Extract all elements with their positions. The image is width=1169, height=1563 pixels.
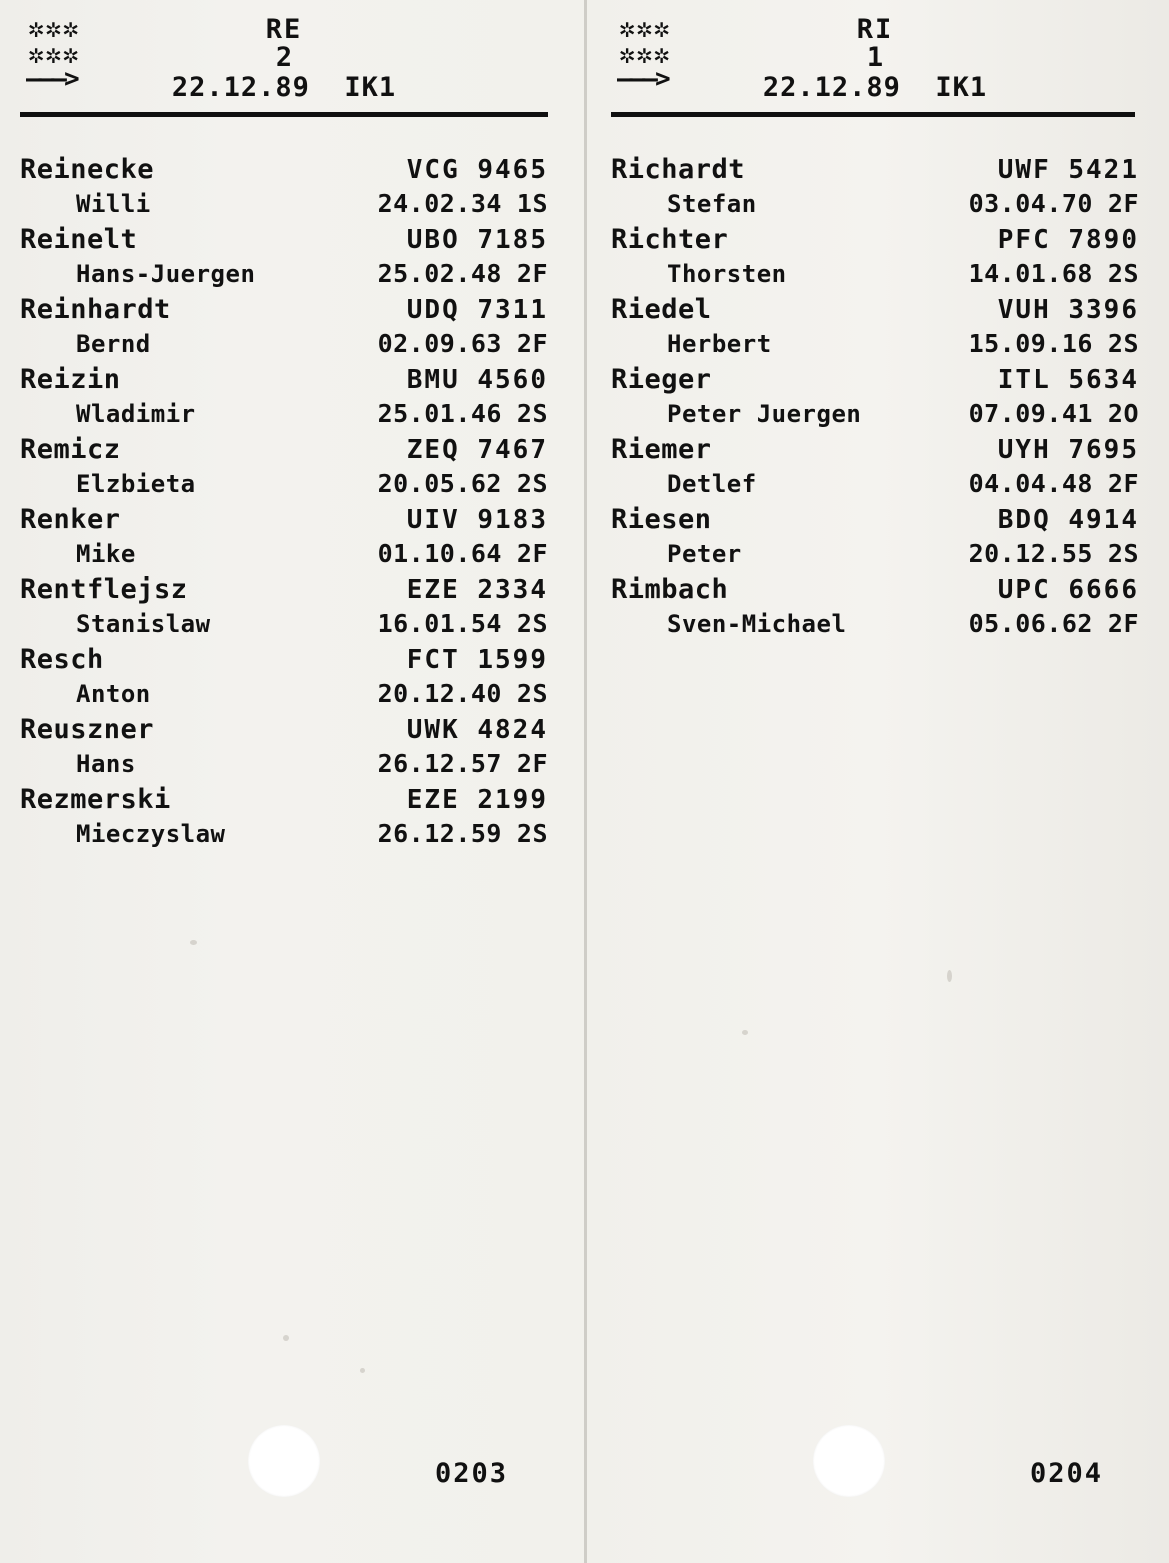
- entry-surname: Rimbach: [611, 574, 729, 605]
- entry-meta: 16.01.54 2S: [377, 609, 548, 638]
- entry-meta: 02.09.63 2F: [377, 329, 548, 358]
- entry-list-right: [611, 153, 1139, 641]
- entry-meta: 07.09.41 2O: [968, 399, 1139, 428]
- entry-meta: 26.12.57 2F: [377, 749, 548, 778]
- list-item: [20, 153, 548, 221]
- entry-ref: UYH 7695: [997, 435, 1139, 465]
- entry-surname: Reinelt: [20, 224, 138, 255]
- entry-ref: ITL 5634: [997, 365, 1139, 395]
- entry-firstname: Elzbieta: [76, 470, 196, 498]
- list-item: [20, 713, 548, 781]
- entry-meta: 05.06.62 2F: [968, 609, 1139, 638]
- entry-ref: UWF 5421: [997, 155, 1139, 185]
- header-date-office: 22.12.89 IK1: [171, 72, 397, 103]
- entry-firstname: Hans: [76, 750, 136, 778]
- header-date-office: 22.12.89 IK1: [762, 72, 988, 103]
- list-item: [20, 573, 548, 641]
- entry-surname: Reizin: [20, 364, 121, 395]
- entry-surname: Reinecke: [20, 154, 155, 185]
- entry-ref: EZE 2334: [406, 575, 548, 605]
- entry-ref: PFC 7890: [997, 225, 1139, 255]
- entry-surname: Riemer: [611, 434, 712, 465]
- header-code: RE: [265, 14, 303, 45]
- entry-surname: Resch: [20, 644, 104, 675]
- stars-marker: ✲✲✲ ✲✲✲: [28, 13, 80, 70]
- entry-surname: Riesen: [611, 504, 712, 535]
- entry-ref: UDQ 7311: [406, 295, 548, 325]
- entry-surname: Riedel: [611, 294, 712, 325]
- card-header-left: [20, 14, 548, 106]
- entry-ref: UBO 7185: [406, 225, 548, 255]
- entry-meta: 25.01.46 2S: [377, 399, 548, 428]
- stars-marker: ✲✲✲ ✲✲✲: [619, 13, 671, 70]
- entry-surname: Richardt: [611, 154, 746, 185]
- entry-firstname: Sven-Michael: [667, 610, 847, 638]
- entry-ref: VUH 3396: [997, 295, 1139, 325]
- list-item: [611, 433, 1139, 501]
- entry-surname: Rieger: [611, 364, 712, 395]
- list-item: [611, 223, 1139, 291]
- entry-meta: 03.04.70 2F: [968, 189, 1139, 218]
- list-item: [20, 293, 548, 361]
- entry-firstname: Wladimir: [76, 400, 196, 428]
- entry-surname: Richter: [611, 224, 729, 255]
- entry-ref: VCG 9465: [406, 155, 548, 185]
- punch-hole: [813, 1425, 885, 1497]
- list-item: [611, 293, 1139, 361]
- entry-firstname: Stanislaw: [76, 610, 211, 638]
- arrow-marker: ———>: [26, 64, 77, 94]
- header-code: RI: [856, 14, 894, 45]
- entry-firstname: Mike: [76, 540, 136, 568]
- entry-meta: 04.04.48 2F: [968, 469, 1139, 498]
- header-number: 2: [275, 42, 293, 73]
- list-item: [20, 363, 548, 431]
- entry-surname: Remicz: [20, 434, 121, 465]
- entry-ref: FCT 1599: [406, 645, 548, 675]
- entry-firstname: Willi: [76, 190, 151, 218]
- list-item: [20, 503, 548, 571]
- entry-ref: EZE 2199: [406, 785, 548, 815]
- entry-firstname: Hans-Juergen: [76, 260, 256, 288]
- list-item: [20, 433, 548, 501]
- entry-firstname: Anton: [76, 680, 151, 708]
- entry-ref: ZEQ 7467: [406, 435, 548, 465]
- entry-firstname: Herbert: [667, 330, 772, 358]
- page-number: 0204: [1029, 1458, 1103, 1489]
- entry-firstname: Peter Juergen: [667, 400, 862, 428]
- list-item: [20, 223, 548, 291]
- entry-firstname: Thorsten: [667, 260, 787, 288]
- punch-hole: [248, 1425, 320, 1497]
- entry-ref: BMU 4560: [406, 365, 548, 395]
- entry-surname: Reuszner: [20, 714, 155, 745]
- entry-meta: 25.02.48 2F: [377, 259, 548, 288]
- list-item: [20, 643, 548, 711]
- list-item: [20, 783, 548, 851]
- entry-meta: 14.01.68 2S: [968, 259, 1139, 288]
- entry-ref: BDQ 4914: [997, 505, 1139, 535]
- arrow-marker: ———>: [617, 64, 668, 94]
- index-card-left: [0, 0, 584, 1563]
- page-number: 0203: [434, 1458, 508, 1489]
- list-item: [611, 153, 1139, 221]
- entry-ref: UWK 4824: [406, 715, 548, 745]
- entry-meta: 26.12.59 2S: [377, 819, 548, 848]
- entry-firstname: Stefan: [667, 190, 757, 218]
- entry-surname: Rezmerski: [20, 784, 171, 815]
- entry-meta: 24.02.34 1S: [377, 189, 548, 218]
- entry-surname: Rentflejsz: [20, 574, 188, 605]
- entry-list-left: [20, 153, 548, 851]
- index-card-right: [584, 0, 1169, 1563]
- entry-surname: Reinhardt: [20, 294, 171, 325]
- card-header-right: [611, 14, 1139, 106]
- list-item: [611, 503, 1139, 571]
- header-rule: [611, 112, 1135, 117]
- entry-meta: 20.12.40 2S: [377, 679, 548, 708]
- list-item: [611, 573, 1139, 641]
- list-item: [611, 363, 1139, 431]
- entry-firstname: Detlef: [667, 470, 757, 498]
- entry-firstname: Peter: [667, 540, 742, 568]
- entry-meta: 01.10.64 2F: [377, 539, 548, 568]
- entry-surname: Renker: [20, 504, 121, 535]
- entry-meta: 15.09.16 2S: [968, 329, 1139, 358]
- entry-meta: 20.05.62 2S: [377, 469, 548, 498]
- entry-ref: UPC 6666: [997, 575, 1139, 605]
- entry-firstname: Mieczyslaw: [76, 820, 226, 848]
- entry-ref: UIV 9183: [406, 505, 548, 535]
- entry-meta: 20.12.55 2S: [968, 539, 1139, 568]
- header-number: 1: [866, 42, 884, 73]
- header-rule: [20, 112, 548, 117]
- entry-firstname: Bernd: [76, 330, 151, 358]
